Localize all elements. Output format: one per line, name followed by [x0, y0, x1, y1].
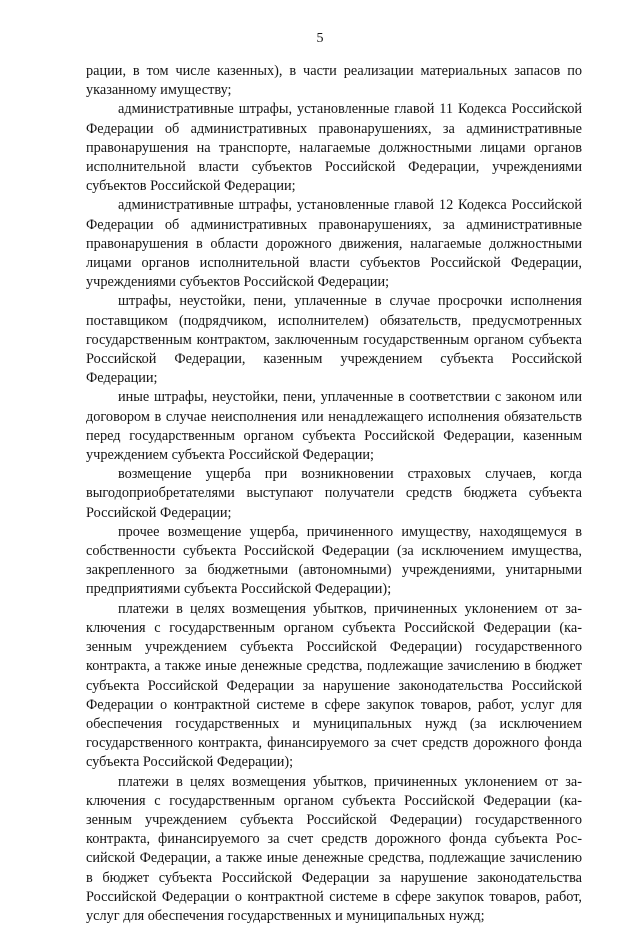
paragraph-contract-delay-penalties: штрафы, неустойки, пени, уплаченные в случае просрочки исполнения поставщиком (подрядчиком, исполнителем) обязательств, предусмотренных государственным контрактом, заключенным государственным органом субъекта Российской Федерации, казенным учреждением субъекта Российской Федерации;: [86, 293, 582, 387]
document-body: [86, 62, 582, 926]
paragraph-road-fund-contract-losses: платежи в целях возмещения убытков, причиненных уклонением от заключения с государственным органом субъекта Российской Федерации (казенным учреждением субъекта Российской Федерации) государственного контракта, финансируемого за счет средств дорожного фонда субъекта Российской Федерации, а также иные денежные средства, подлежащие зачислению в бюджет субъекта Российской Федерации за нарушение законодательства Российской Федерации о контрактной системе в сфере закупок товаров, работ, услуг для обеспечения государственных и муниципальных нужд;: [86, 773, 582, 924]
paragraph-other-penalties: иные штрафы, неустойки, пени, уплаченные в соответствии с законом или договором в случае неисполнения или ненадлежащего исполнения обязательств перед государственным органом субъекта Российской Федерации, казенным учреждением субъекта Российской Федерации;: [86, 389, 582, 464]
paragraph-fines-chapter-11: административные штрафы, установленные главой 11 Кодекса Российской Федерации об административных правонарушениях, за административные правонарушения на транспорте, налагаемые должностными лицами органов исполнительной власти субъектов Российской Федерации, учреждениями субъектов Российской Федерации;: [86, 101, 582, 195]
page-number: 5: [316, 31, 324, 46]
paragraph-continued-text: рации, в том числе казенных), в части реализации материальных запасов по указанному имуществу;: [86, 63, 582, 99]
paragraph-insurance-compensation: возмещение ущерба при возникновении страховых случаев, когда выгодоприобретателями выступают получатели средств бюджета субъекта Российской Федерации;: [86, 466, 582, 521]
paragraph-contract-evasion-losses: платежи в целях возмещения убытков, причиненных уклонением от заключения с государственным органом субъекта Российской Федерации (казенным учреждением субъекта Российской Федерации) государственного контракта, а также иные денежные средства, подлежащие зачислению в бюджет субъекта Российской Федерации за нарушение законодательства Российской Федерации о контрактной системе в сфере закупок товаров, работ, услуг для обеспечения государственных и муниципальных нужд (за исключением государственного контракта, финансируемого за счет средств дорожного фонда субъекта Российской Федерации);: [86, 600, 582, 771]
paragraph-fines-chapter-12: административные штрафы, установленные главой 12 Кодекса Российской Федерации об административных правонарушениях, за административные правонарушения в области дорожного движения, налагаемые должностными лицами органов исполнительной власти субъектов Российской Федерации, учреждениями субъектов Российской Федерации;: [86, 197, 582, 291]
paragraph-property-damage: прочее возмещение ущерба, причиненного имуществу, находящемуся в собственности субъекта Российской Федерации (за исключением имущества, закрепленного за бюджетными (автономными) учреждениями, унитарными предприятиями субъекта Российской Федерации);: [86, 523, 582, 598]
